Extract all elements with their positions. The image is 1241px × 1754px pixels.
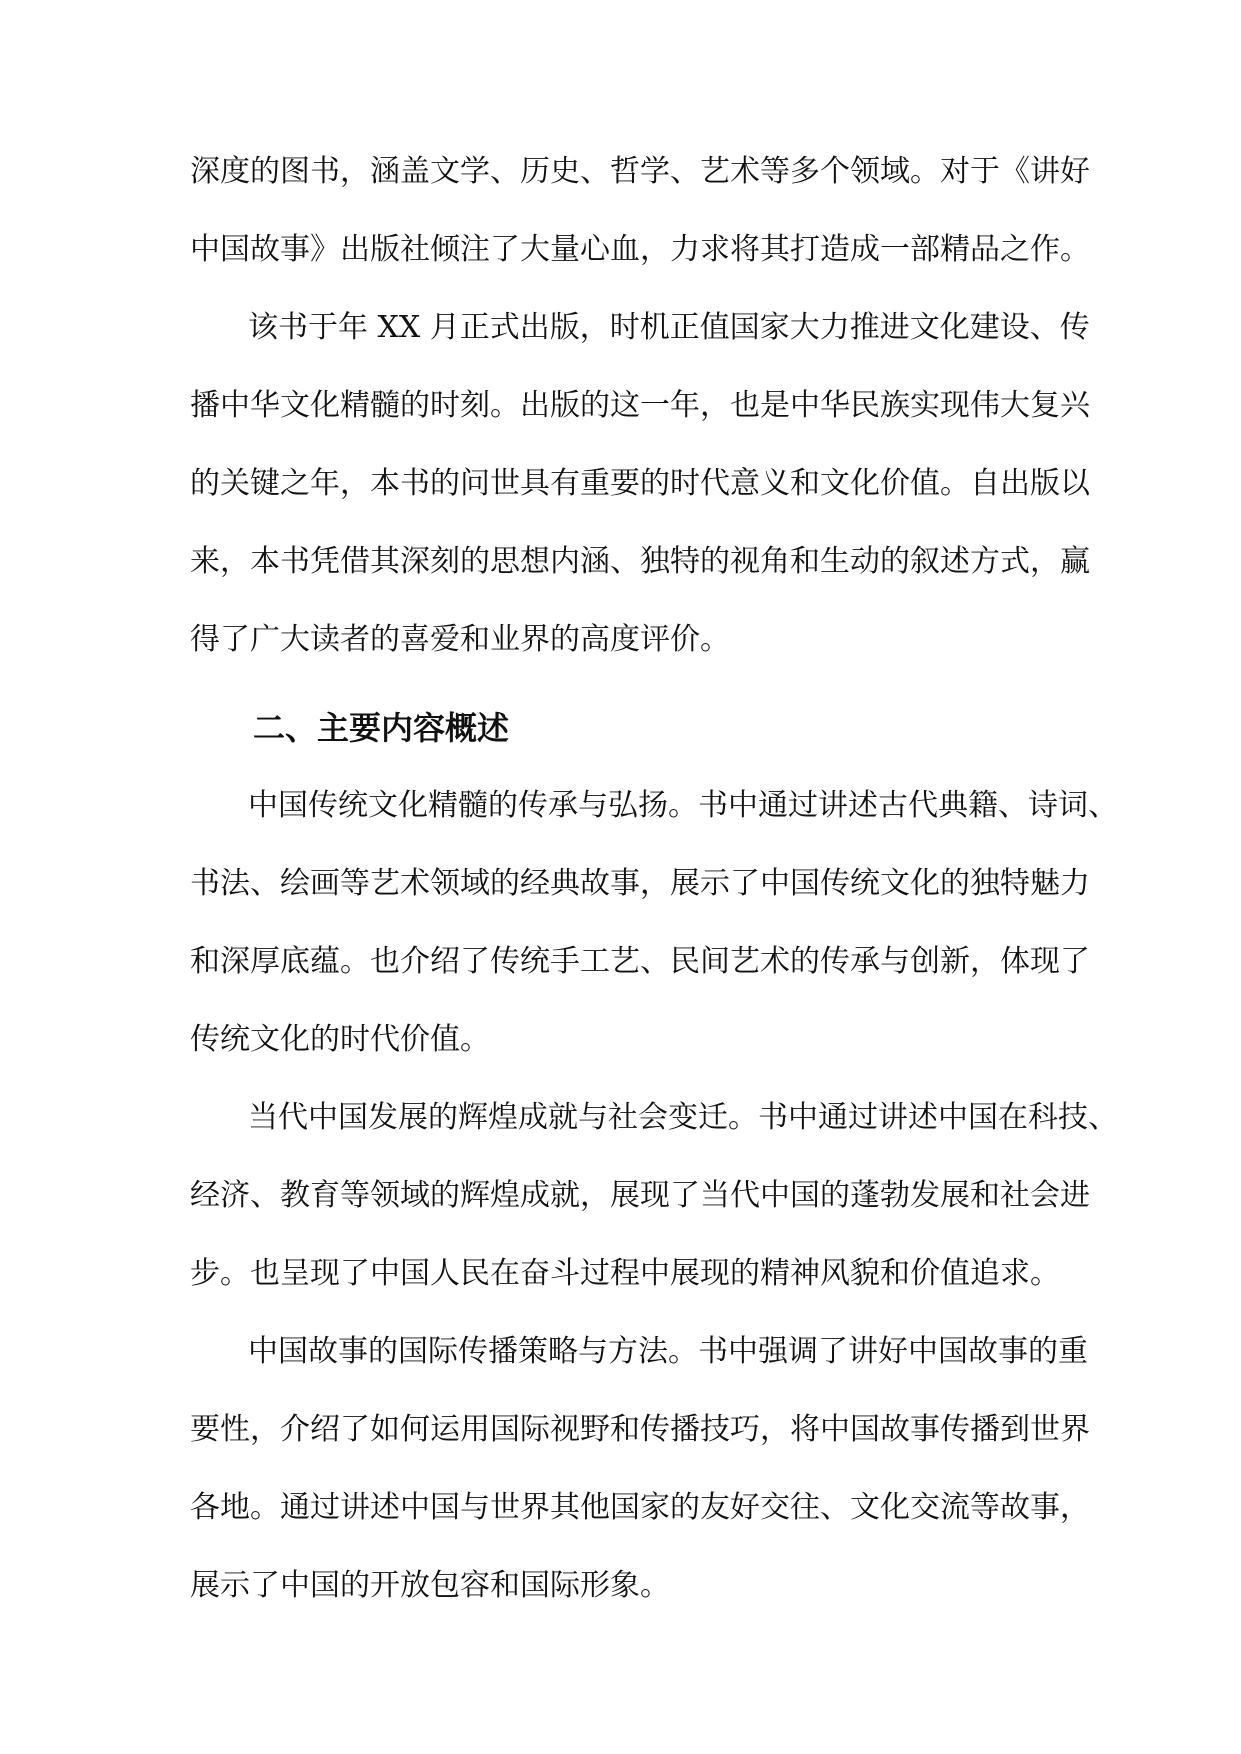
paragraph-2-line-1: 该书于年 XX 月正式出版，时机正值国家大力推进文化建设、传: [248, 310, 1090, 345]
paragraph-5-line-3: 各地。通过讲述中国与世界其他国家的友好交往、文化交流等故事，: [190, 1490, 1090, 1525]
paragraph-2-line-5: 得了广大读者的喜爱和业界的高度评价。: [190, 622, 730, 657]
paragraph-4-line-2: 经济、教育等领域的辉煌成就，展现了当代中国的蓬勃发展和社会进: [190, 1178, 1090, 1213]
paragraph-4-line-3: 步。也呈现了中国人民在奋斗过程中展现的精神风貌和价值追求。: [190, 1256, 1060, 1291]
paragraph-3-line-1: 中国传统文化精髓的传承与弘扬。书中通过讲述古代典籍、诗词、: [248, 788, 1118, 823]
paragraph-4-line-1: 当代中国发展的辉煌成就与社会变迁。书中通过讲述中国在科技、: [248, 1100, 1118, 1135]
paragraph-3-line-4: 传统文化的时代价值。: [190, 1022, 490, 1057]
paragraph-2-line-2: 播中华文化精髓的时刻。出版的这一年，也是中华民族实现伟大复兴: [190, 388, 1090, 423]
paragraph-5-line-1: 中国故事的国际传播策略与方法。书中强调了讲好中国故事的重: [248, 1334, 1088, 1369]
paragraph-1-line-1: 深度的图书，涵盖文学、历史、哲学、艺术等多个领域。对于《讲好: [190, 154, 1090, 189]
paragraph-5-line-2: 要性，介绍了如何运用国际视野和传播技巧，将中国故事传播到世界: [190, 1412, 1090, 1447]
paragraph-2-line-3: 的关键之年，本书的问世具有重要的时代意义和文化价值。自出版以: [190, 466, 1090, 501]
paragraph-1-line-2: 中国故事》出版社倾注了大量心血，力求将其打造成一部精品之作。: [190, 232, 1090, 267]
paragraph-3-line-3: 和深厚底蕴。也介绍了传统手工艺、民间艺术的传承与创新，体现了: [190, 944, 1090, 979]
paragraph-3-line-2: 书法、绘画等艺术领域的经典故事，展示了中国传统文化的独特魅力: [190, 866, 1090, 901]
paragraph-2-line-4: 来，本书凭借其深刻的思想内涵、独特的视角和生动的叙述方式，赢: [190, 544, 1090, 579]
section-heading: 二、主要内容概述: [253, 709, 510, 747]
paragraph-5-line-4: 展示了中国的开放包容和国际形象。: [190, 1568, 670, 1603]
